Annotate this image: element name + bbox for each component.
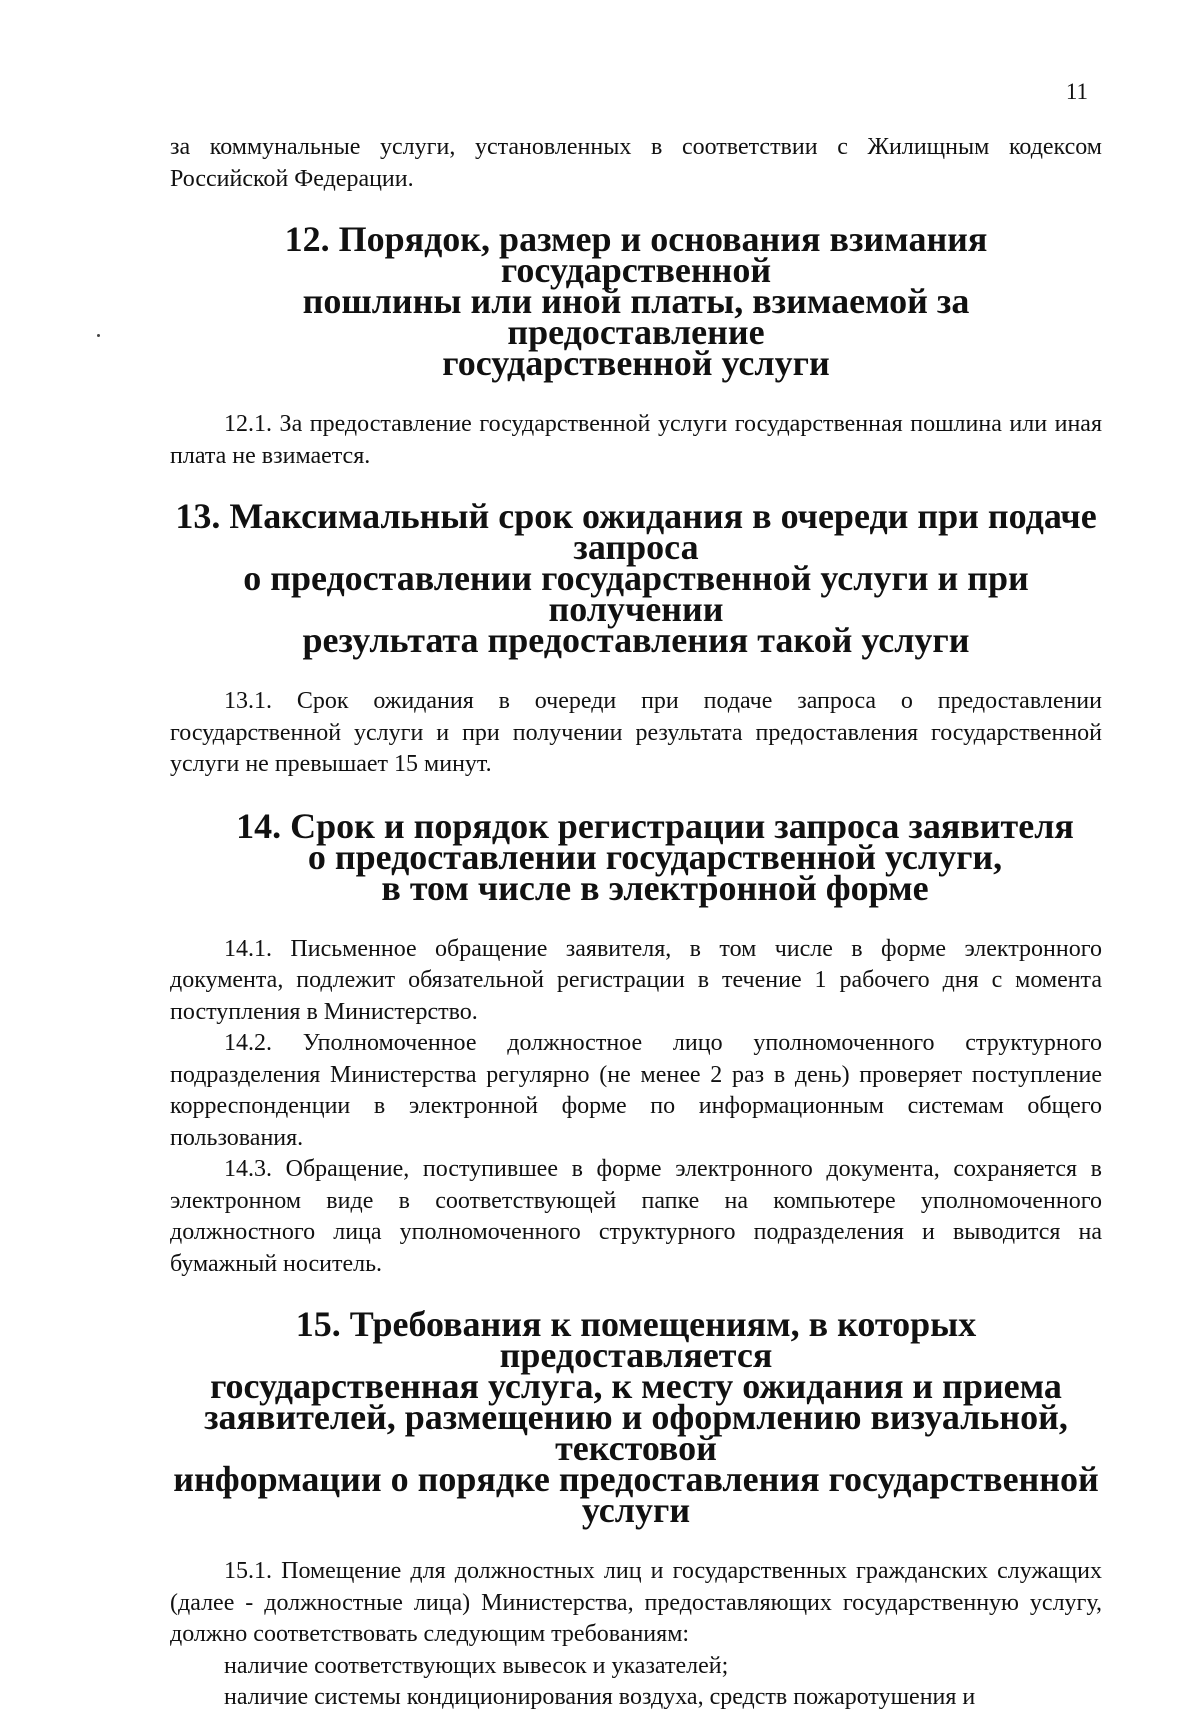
heading-line: информации о порядке предоставления государственной услуги — [173, 1459, 1099, 1530]
paragraph-13-1: 13.1. Срок ожидания в очереди при подаче запроса о предоставлении государственной услуги и при получении результата предоставления государственной услуги не превышает 15 минут. — [170, 688, 1102, 777]
heading-line: 13. Максимальный срок ожидания в очереди при подаче запроса — [175, 496, 1097, 567]
paragraph-14-1: 14.1. Письменное обращение заявителя, в том числе в форме электронного документа, подлежит обязательной регистрации в течение 1 рабочего дня с момента поступления в Министерство. — [170, 935, 1102, 1025]
page-number: 11 — [1065, 79, 1088, 104]
heading-line: 12. Порядок, размер и основания взимания государственной — [284, 219, 988, 290]
scan-speck — [97, 334, 100, 337]
paragraph-12-1: 12.1. За предоставление государственной услуги государственная пошлина или иная плата не взимается. — [170, 411, 1102, 469]
paragraph-14-2: 14.2. Уполномоченное должностное лицо уполномоченного структурного подразделения Министерства регулярно (не менее 2 раз в день) проверяет поступление корреспонденции в электронной форме по информационным системам общего пользования. — [170, 1030, 1102, 1151]
section-14-heading — [170, 805, 1102, 908]
section-12-heading — [170, 219, 1102, 383]
heading-line: заявителей, размещению и оформлению визуальной, текстовой — [204, 1397, 1068, 1468]
heading-line: результата предоставления такой услуги — [302, 620, 970, 660]
intro-paragraph: за коммунальные услуги, установленных в соответствии с Жилищным кодексом Российской Федерации. — [170, 134, 1102, 192]
paragraph-14-3: 14.3. Обращение, поступившее в форме электронного документа, сохраняется в электронном виде в соответствующей папке на компьютере уполномоченного должностного лица уполномоченного структурного подразделения и выводится на бумажный носитель. — [170, 1156, 1102, 1277]
paragraph-15-1: 15.1. Помещение для должностных лиц и государственных гражданских служащих (далее - должностные лица) Министерства, предоставляющих государственную услугу, должно соответствовать следующим требованиям: — [170, 1558, 1102, 1647]
heading-line: 14. Срок и порядок регистрации запроса заявителя — [236, 805, 1074, 846]
section-13-heading — [170, 496, 1102, 660]
heading-line: государственной услуги — [442, 343, 830, 383]
section-15-heading — [170, 1304, 1102, 1530]
list-item-signs: наличие соответствующих вывесок и указателей; — [224, 1652, 729, 1679]
heading-line: о предоставлении государственной услуги и при получении — [243, 558, 1029, 629]
heading-line: государственная услуга, к месту ожидания и приема — [210, 1366, 1062, 1406]
list-item-conditioning: наличие системы кондиционирования воздуха, средств пожаротушения и — [224, 1684, 976, 1710]
heading-line: 15. Требования к помещениям, в которых предоставляется — [295, 1304, 977, 1375]
document-body — [170, 132, 1102, 1714]
heading-line: в том числе в электронной форме — [381, 867, 929, 908]
heading-line: о предоставлении государственной услуги, — [307, 836, 1003, 877]
heading-line: пошлины или иной платы, взимаемой за предоставление — [302, 281, 970, 352]
